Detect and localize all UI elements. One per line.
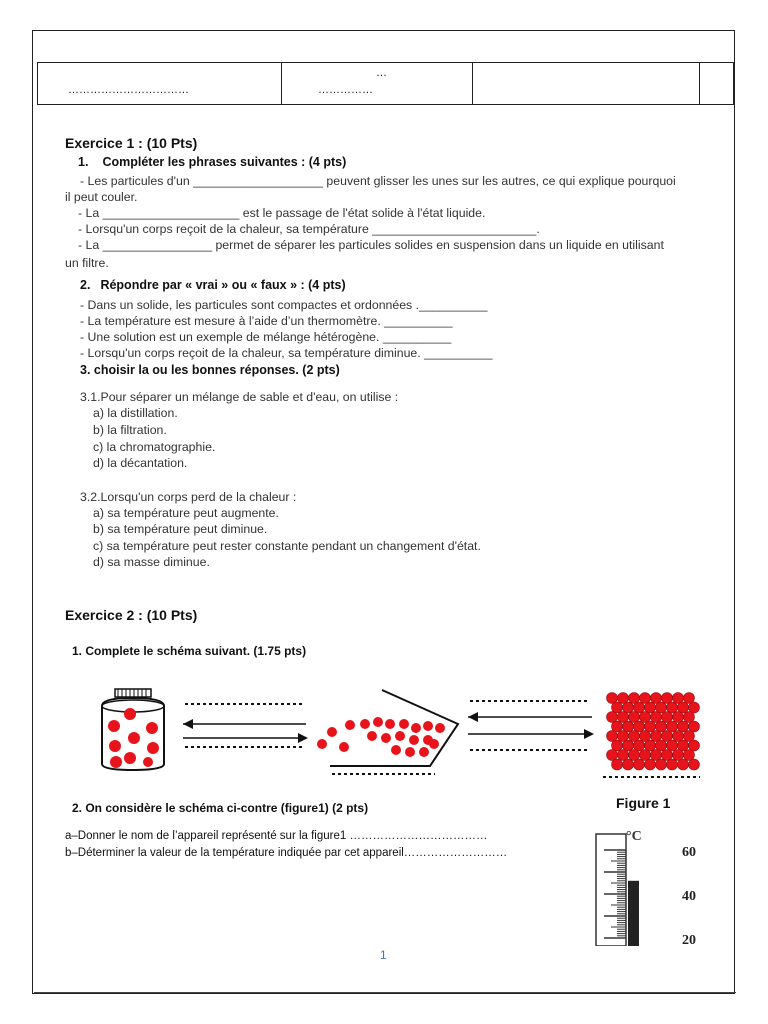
ex1-q31-option: a) la distillation. [93, 406, 178, 420]
states-diagram [60, 684, 710, 784]
thermo-unit: °C [626, 829, 642, 844]
ex1-q2-line: - Dans un solide, les particules sont compactes et ordonnées .__________ [80, 298, 488, 312]
thermo-label-20: 20 [682, 933, 696, 946]
exercise1-title: Exercice 1 : (10 Pts) [65, 135, 198, 151]
thermo-label-40: 40 [682, 889, 696, 904]
ex1-q31-option: b) la filtration. [93, 423, 167, 437]
ex1-q1-line: - La ____________________ est le passage de l'état solide à l'état liquide. [78, 206, 486, 220]
ex1-q32-option: a) sa température peut augmente. [93, 506, 279, 520]
ex1-q1-line: - Les particules d'un ___________________ peuvent glisser les unes sur les autres, ce qui explique pourquoi [80, 174, 676, 188]
thermo-label-60: 60 [682, 845, 696, 860]
ex1-q32-option: c) sa température peut rester constante pendant un changement d'état. [93, 539, 481, 553]
solid-particle [623, 759, 634, 770]
ex1-q2-line: - La température est mesure à l’aide d’un thermomètre. __________ [80, 314, 453, 328]
ex1-q1-line: - Lorsqu'un corps reçoit de la chaleur, sa température ________________________. [78, 222, 540, 236]
header-name-cell: …………………………… [38, 63, 282, 105]
thermometer-figure [590, 826, 720, 946]
ex2-q1-title: 1. Complete le schéma suivant. (1.75 pts) [72, 644, 307, 658]
ex1-q2-line: - Une solution est un exemple de mélange hétérogène. __________ [80, 330, 452, 344]
ex1-q1-title: 1. Compléter les phrases suivantes : (4 pts) [78, 155, 347, 169]
ex1-q32-option: b) sa température peut diminue. [93, 522, 268, 536]
page-border-shadow [34, 992, 736, 996]
solid-particle [689, 759, 700, 770]
ex1-q2-title: 2. Répondre par « vrai » ou « faux » : (4 pts) [80, 278, 346, 292]
ex2-q2-title: 2. On considère le schéma ci-contre (figure1) (2 pts) [72, 801, 369, 815]
exercise2-title: Exercice 2 : (10 Pts) [65, 607, 198, 623]
ex2-qa: a–Donner le nom de l’appareil représenté sur la figure1 ……………………………… [65, 830, 488, 842]
solid-particle [645, 759, 656, 770]
solid-particle [678, 759, 689, 770]
ex1-q1-line: un filtre. [65, 256, 109, 270]
header-table [37, 62, 734, 105]
ex1-q31-stem: 3.1.Pour séparer un mélange de sable et d'eau, on utilise : [80, 390, 399, 404]
solid-particle [667, 759, 678, 770]
solid-particle [612, 759, 623, 770]
solid-particles [607, 693, 700, 771]
header-subject-cell [473, 63, 700, 105]
ex1-q3-title: 3. choisir la ou les bonnes réponses. (2 pts) [80, 363, 340, 377]
figure1-label: Figure 1 [616, 795, 671, 811]
ex1-q1-line: - La ________________ permet de séparer les particules solides en suspension dans un liquide en utilisant [78, 238, 664, 252]
solid-particle [656, 759, 667, 770]
ex1-q31-option: c) la chromatographie. [93, 440, 216, 454]
solid-particle [634, 759, 645, 770]
mercury-column [628, 881, 639, 946]
header-grade-cell [700, 63, 734, 105]
ex1-q32-stem: 3.2.Lorsqu'un corps perd de la chaleur : [80, 490, 297, 504]
ex1-q31-option: d) la décantation. [93, 456, 188, 470]
ex1-q32-option: d) sa masse diminue. [93, 555, 210, 569]
liquid-particles [317, 717, 445, 757]
header-class-cell: … …………… [282, 63, 473, 105]
ex1-q2-line: - Lorsqu'un corps reçoit de la chaleur, sa température diminue. __________ [80, 346, 493, 360]
page-number: 1 [380, 948, 387, 962]
ex1-q1-line: il peut couler. [65, 190, 138, 204]
ex2-qb: b–Déterminer la valeur de la température indiquée par cet appareil……………………… [65, 847, 508, 859]
